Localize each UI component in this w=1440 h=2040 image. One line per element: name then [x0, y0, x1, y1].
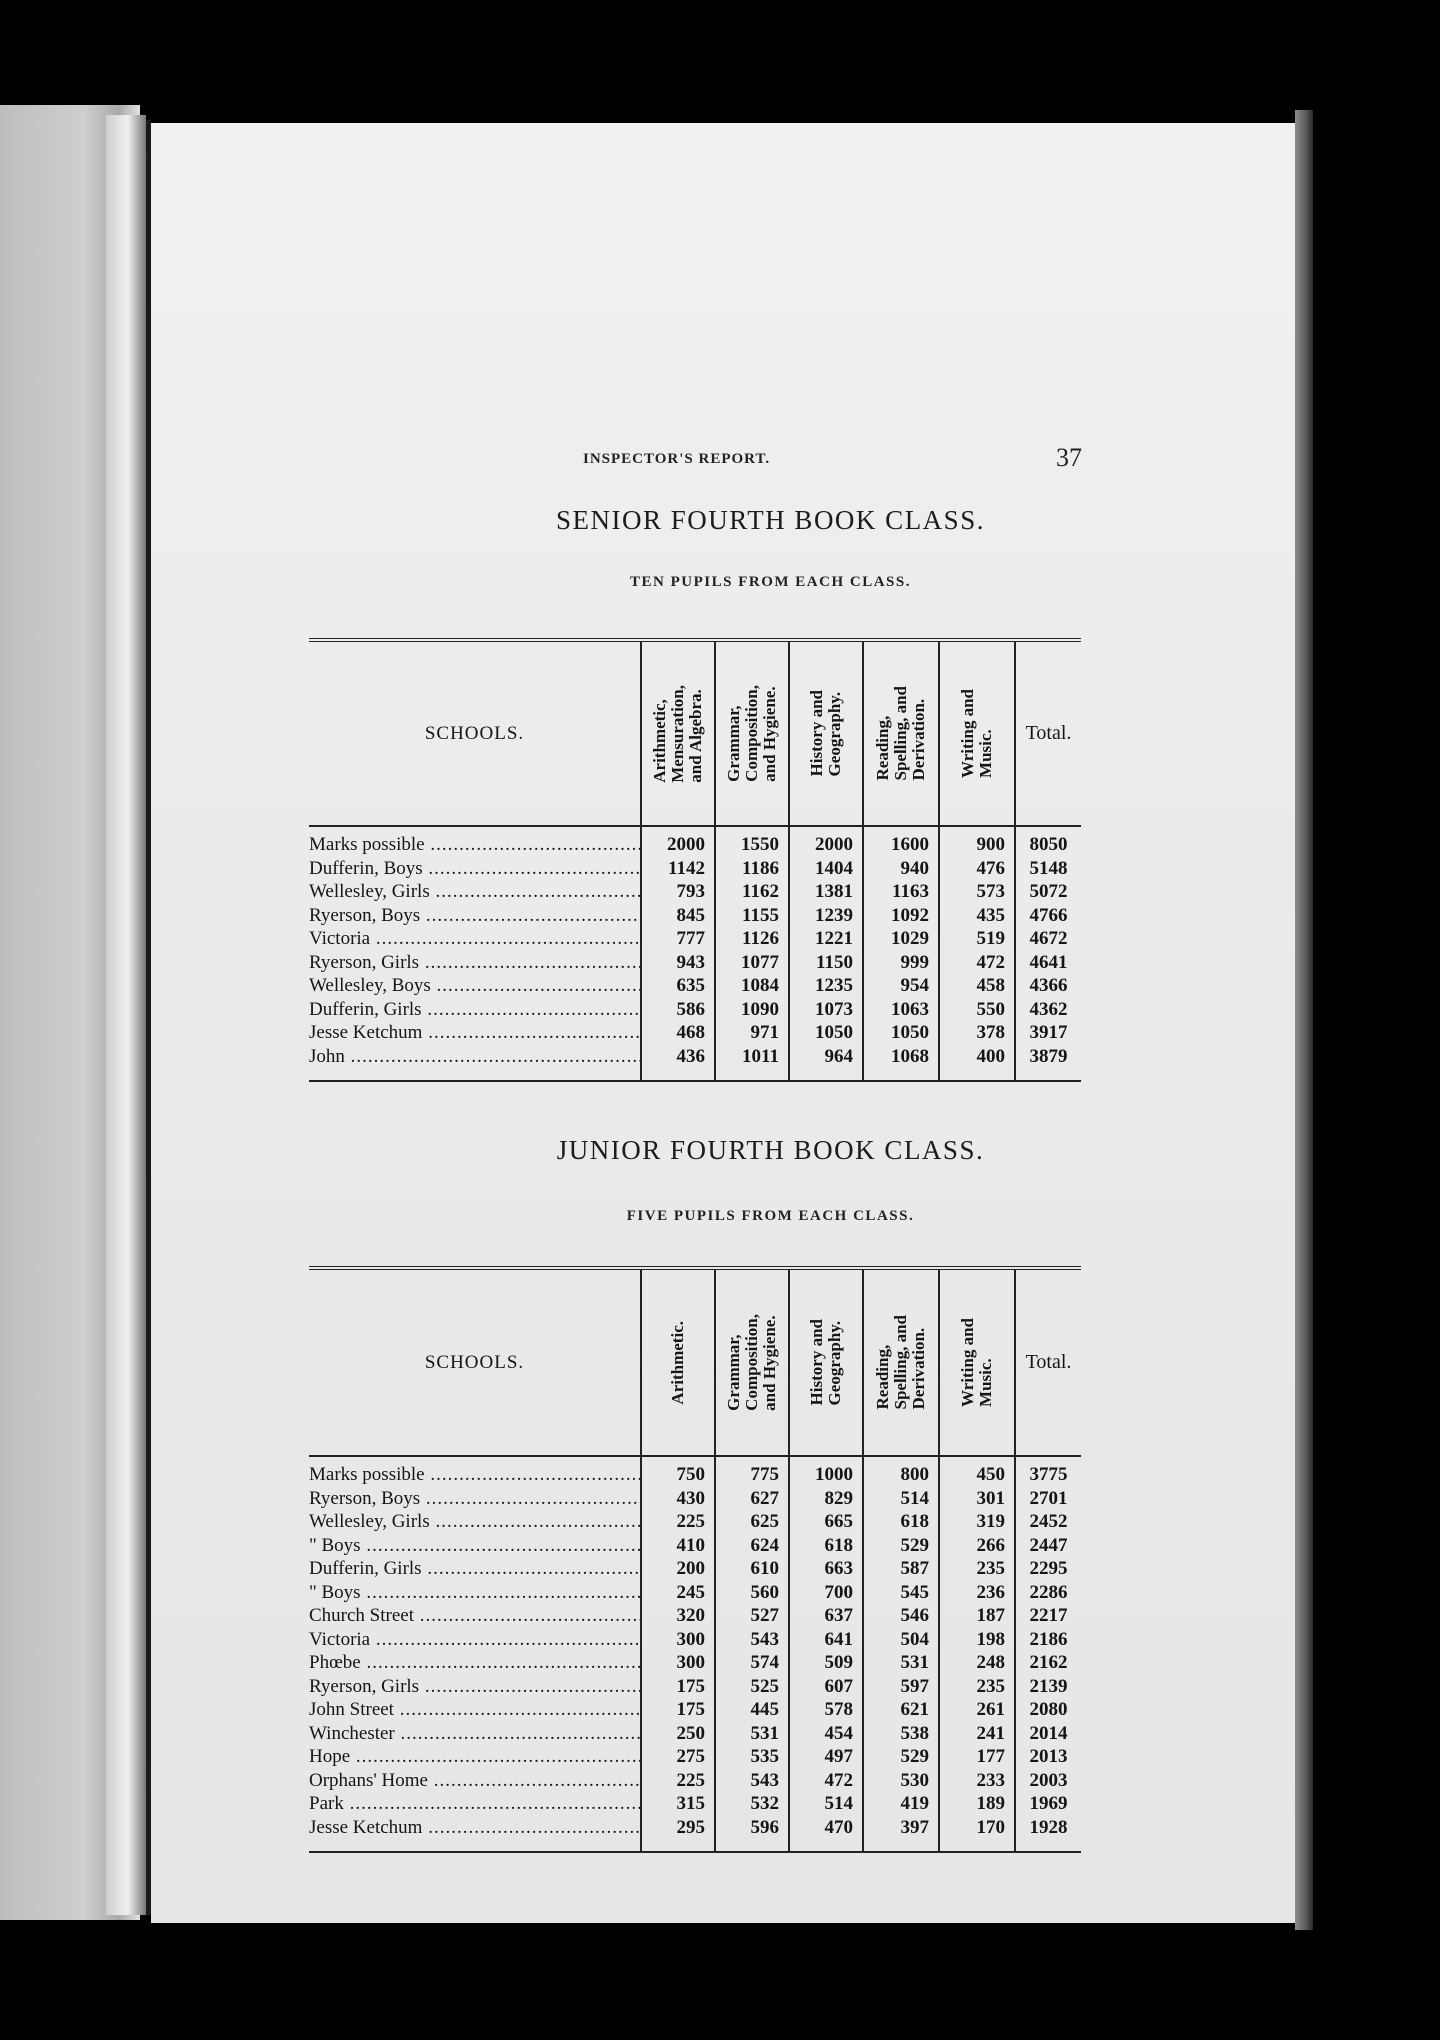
mark-cell: 538 [863, 1722, 939, 1746]
school-name: Marks possible ..... [309, 1456, 641, 1487]
page-number: 37 [1056, 443, 1082, 472]
mark-cell: 519 [939, 927, 1015, 951]
table-row [309, 1487, 1081, 1511]
mark-cell: 578 [789, 1698, 863, 1722]
table-row [309, 1604, 1081, 1628]
mark-cell: 900 [939, 826, 1015, 857]
total-cell: 1928 [1015, 1816, 1081, 1853]
subject-header: History and Geography. [789, 640, 863, 826]
facing-page-edge [106, 115, 146, 1915]
mark-cell: 535 [715, 1745, 789, 1769]
mark-cell: 1063 [863, 998, 939, 1022]
mark-cell: 1090 [715, 998, 789, 1022]
mark-cell: 1381 [789, 880, 863, 904]
total-cell: 2162 [1015, 1651, 1081, 1675]
table-row [309, 1651, 1081, 1675]
total-cell: 2080 [1015, 1698, 1081, 1722]
mark-cell: 397 [863, 1816, 939, 1853]
mark-cell: 1239 [789, 904, 863, 928]
mark-cell: 175 [641, 1675, 715, 1699]
school-name: Victoria ..... [309, 927, 641, 951]
table-row [309, 1045, 1081, 1082]
school-name: Dufferin, Girls ..... [309, 1557, 641, 1581]
mark-cell: 225 [641, 1769, 715, 1793]
mark-cell: 1077 [715, 951, 789, 975]
school-name: Ryerson, Girls ..... [309, 951, 641, 975]
mark-cell: 1550 [715, 826, 789, 857]
total-cell: 2186 [1015, 1628, 1081, 1652]
total-cell: 5148 [1015, 857, 1081, 881]
total-cell: 2013 [1015, 1745, 1081, 1769]
total-cell: 5072 [1015, 880, 1081, 904]
senior-marks-table [309, 638, 1081, 1082]
mark-cell: 1126 [715, 927, 789, 951]
mark-cell: 200 [641, 1557, 715, 1581]
mark-cell: 1011 [715, 1045, 789, 1082]
mark-cell: 627 [715, 1487, 789, 1511]
mark-cell: 504 [863, 1628, 939, 1652]
mark-cell: 509 [789, 1651, 863, 1675]
mark-cell: 275 [641, 1745, 715, 1769]
mark-cell: 543 [715, 1628, 789, 1652]
mark-cell: 663 [789, 1557, 863, 1581]
table-row [309, 974, 1081, 998]
mark-cell: 319 [939, 1510, 1015, 1534]
mark-cell: 458 [939, 974, 1015, 998]
mark-cell: 531 [715, 1722, 789, 1746]
school-name: Hope ..... [309, 1745, 641, 1769]
total-cell: 2217 [1015, 1604, 1081, 1628]
senior-title: SENIOR FOURTH BOOK CLASS. [556, 505, 985, 535]
table-row [309, 1557, 1081, 1581]
mark-cell: 1142 [641, 857, 715, 881]
mark-cell: 529 [863, 1745, 939, 1769]
mark-cell: 1084 [715, 974, 789, 998]
school-name: Church Street ..... [309, 1604, 641, 1628]
mark-cell: 546 [863, 1604, 939, 1628]
mark-cell: 545 [863, 1581, 939, 1605]
total-cell: 2003 [1015, 1769, 1081, 1793]
school-name: John Street ..... [309, 1698, 641, 1722]
total-header: Total. [1015, 640, 1081, 826]
school-name: Wellesley, Girls ..... [309, 880, 641, 904]
mark-cell: 430 [641, 1487, 715, 1511]
mark-cell: 964 [789, 1045, 863, 1082]
mark-cell: 999 [863, 951, 939, 975]
mark-cell: 940 [863, 857, 939, 881]
mark-cell: 845 [641, 904, 715, 928]
junior-title: JUNIOR FOURTH BOOK CLASS. [556, 1135, 985, 1165]
total-cell: 2295 [1015, 1557, 1081, 1581]
schools-header: SCHOOLS. [424, 1351, 525, 1373]
mark-cell: 450 [939, 1456, 1015, 1487]
mark-cell: 1186 [715, 857, 789, 881]
mark-cell: 1150 [789, 951, 863, 975]
school-name: Jesse Ketchum ..... [309, 1816, 641, 1853]
mark-cell: 454 [789, 1722, 863, 1746]
total-cell: 4766 [1015, 904, 1081, 928]
school-name: Ryerson, Boys ..... [309, 904, 641, 928]
mark-cell: 1155 [715, 904, 789, 928]
mark-cell: 573 [939, 880, 1015, 904]
senior-rows [309, 826, 1081, 1081]
total-cell: 2701 [1015, 1487, 1081, 1511]
mark-cell: 472 [789, 1769, 863, 1793]
mark-cell: 1073 [789, 998, 863, 1022]
subject-header: Arithmetic. [641, 1268, 715, 1456]
mark-cell: 300 [641, 1628, 715, 1652]
mark-cell: 618 [789, 1534, 863, 1558]
school-name: " Boys ..... [309, 1534, 641, 1558]
school-name: Phœbe ..... [309, 1651, 641, 1675]
total-cell: 4366 [1015, 974, 1081, 998]
mark-cell: 445 [715, 1698, 789, 1722]
mark-cell: 700 [789, 1581, 863, 1605]
table-row [309, 1769, 1081, 1793]
table-row [309, 904, 1081, 928]
junior-rows [309, 1456, 1081, 1852]
mark-cell: 187 [939, 1604, 1015, 1628]
school-name: Wellesley, Girls ..... [309, 1510, 641, 1534]
total-header: Total. [1015, 1268, 1081, 1456]
school-name: Marks possible ..... [309, 826, 641, 857]
mark-cell: 530 [863, 1769, 939, 1793]
mark-cell: 2000 [789, 826, 863, 857]
mark-cell: 241 [939, 1722, 1015, 1746]
mark-cell: 233 [939, 1769, 1015, 1793]
subject-header: Arithmetic, Mensuration, and Algebra. [641, 640, 715, 826]
mark-cell: 235 [939, 1675, 1015, 1699]
table-row [309, 951, 1081, 975]
mark-cell: 250 [641, 1722, 715, 1746]
mark-cell: 954 [863, 974, 939, 998]
total-cell: 3775 [1015, 1456, 1081, 1487]
mark-cell: 1000 [789, 1456, 863, 1487]
total-cell: 4362 [1015, 998, 1081, 1022]
total-cell: 2452 [1015, 1510, 1081, 1534]
table-row [309, 826, 1081, 857]
running-title: INSPECTOR'S REPORT. [583, 451, 771, 467]
mark-cell: 1029 [863, 927, 939, 951]
mark-cell: 665 [789, 1510, 863, 1534]
table-row [309, 1534, 1081, 1558]
mark-cell: 320 [641, 1604, 715, 1628]
mark-cell: 248 [939, 1651, 1015, 1675]
mark-cell: 775 [715, 1456, 789, 1487]
mark-cell: 472 [939, 951, 1015, 975]
subject-header: Reading, Spelling, and Derivation. [863, 640, 939, 826]
mark-cell: 1050 [789, 1021, 863, 1045]
mark-cell: 435 [939, 904, 1015, 928]
total-cell: 1969 [1015, 1792, 1081, 1816]
table-row [309, 1698, 1081, 1722]
total-cell: 2447 [1015, 1534, 1081, 1558]
mark-cell: 301 [939, 1487, 1015, 1511]
total-cell: 2139 [1015, 1675, 1081, 1699]
mark-cell: 607 [789, 1675, 863, 1699]
table-row [309, 1722, 1081, 1746]
total-cell: 2014 [1015, 1722, 1081, 1746]
report-page [151, 123, 1295, 1923]
senior-subtitle: TEN PUPILS FROM EACH CLASS. [630, 574, 911, 590]
junior-subtitle: FIVE PUPILS FROM EACH CLASS. [626, 1208, 915, 1224]
mark-cell: 618 [863, 1510, 939, 1534]
mark-cell: 419 [863, 1792, 939, 1816]
mark-cell: 1092 [863, 904, 939, 928]
mark-cell: 410 [641, 1534, 715, 1558]
mark-cell: 476 [939, 857, 1015, 881]
mark-cell: 400 [939, 1045, 1015, 1082]
mark-cell: 514 [789, 1792, 863, 1816]
total-cell: 3917 [1015, 1021, 1081, 1045]
table-row [309, 1675, 1081, 1699]
subject-header: History and Geography. [789, 1268, 863, 1456]
mark-cell: 315 [641, 1792, 715, 1816]
school-name: Jesse Ketchum ..... [309, 1021, 641, 1045]
total-cell: 4641 [1015, 951, 1081, 975]
mark-cell: 1404 [789, 857, 863, 881]
subject-header: Grammar, Composition, and Hygiene. [715, 640, 789, 826]
subject-header: Reading, Spelling, and Derivation. [863, 1268, 939, 1456]
mark-cell: 177 [939, 1745, 1015, 1769]
mark-cell: 574 [715, 1651, 789, 1675]
school-name: Ryerson, Boys ..... [309, 1487, 641, 1511]
mark-cell: 470 [789, 1816, 863, 1853]
mark-cell: 261 [939, 1698, 1015, 1722]
mark-cell: 596 [715, 1816, 789, 1853]
mark-cell: 624 [715, 1534, 789, 1558]
mark-cell: 300 [641, 1651, 715, 1675]
mark-cell: 1068 [863, 1045, 939, 1082]
mark-cell: 800 [863, 1456, 939, 1487]
mark-cell: 170 [939, 1816, 1015, 1853]
table-row [309, 1792, 1081, 1816]
school-name: Orphans' Home ..... [309, 1769, 641, 1793]
school-name: Dufferin, Boys ..... [309, 857, 641, 881]
table-row [309, 880, 1081, 904]
school-name: Victoria ..... [309, 1628, 641, 1652]
mark-cell: 1162 [715, 880, 789, 904]
mark-cell: 529 [863, 1534, 939, 1558]
school-name: Winchester ..... [309, 1722, 641, 1746]
mark-cell: 2000 [641, 826, 715, 857]
mark-cell: 829 [789, 1487, 863, 1511]
school-name: Wellesley, Boys ..... [309, 974, 641, 998]
mark-cell: 235 [939, 1557, 1015, 1581]
mark-cell: 175 [641, 1698, 715, 1722]
mark-cell: 1050 [863, 1021, 939, 1045]
school-name: " Boys ..... [309, 1581, 641, 1605]
mark-cell: 543 [715, 1769, 789, 1793]
table-row [309, 1628, 1081, 1652]
total-cell: 3879 [1015, 1045, 1081, 1082]
mark-cell: 295 [641, 1816, 715, 1853]
table-row [309, 1816, 1081, 1853]
mark-cell: 635 [641, 974, 715, 998]
mark-cell: 532 [715, 1792, 789, 1816]
mark-cell: 497 [789, 1745, 863, 1769]
mark-cell: 378 [939, 1021, 1015, 1045]
mark-cell: 625 [715, 1510, 789, 1534]
mark-cell: 621 [863, 1698, 939, 1722]
mark-cell: 198 [939, 1628, 1015, 1652]
mark-cell: 597 [863, 1675, 939, 1699]
table-row [309, 1581, 1081, 1605]
mark-cell: 468 [641, 1021, 715, 1045]
table-row [309, 1456, 1081, 1487]
mark-cell: 514 [863, 1487, 939, 1511]
school-name: Dufferin, Girls ..... [309, 998, 641, 1022]
junior-marks-table [309, 1266, 1081, 1853]
mark-cell: 971 [715, 1021, 789, 1045]
subject-header: Writing and Music. [939, 1268, 1015, 1456]
table-row [309, 1510, 1081, 1534]
page-edge [1295, 110, 1313, 1930]
mark-cell: 586 [641, 998, 715, 1022]
mark-cell: 560 [715, 1581, 789, 1605]
total-cell: 8050 [1015, 826, 1081, 857]
mark-cell: 1163 [863, 880, 939, 904]
mark-cell: 637 [789, 1604, 863, 1628]
mark-cell: 550 [939, 998, 1015, 1022]
mark-cell: 793 [641, 880, 715, 904]
mark-cell: 1221 [789, 927, 863, 951]
mark-cell: 236 [939, 1581, 1015, 1605]
mark-cell: 531 [863, 1651, 939, 1675]
mark-cell: 225 [641, 1510, 715, 1534]
total-cell: 4672 [1015, 927, 1081, 951]
mark-cell: 943 [641, 951, 715, 975]
mark-cell: 527 [715, 1604, 789, 1628]
mark-cell: 245 [641, 1581, 715, 1605]
mark-cell: 436 [641, 1045, 715, 1082]
schools-header: SCHOOLS. [424, 722, 525, 744]
mark-cell: 525 [715, 1675, 789, 1699]
table-row [309, 998, 1081, 1022]
table-row [309, 1745, 1081, 1769]
mark-cell: 777 [641, 927, 715, 951]
mark-cell: 610 [715, 1557, 789, 1581]
mark-cell: 587 [863, 1557, 939, 1581]
subject-header: Writing and Music. [939, 640, 1015, 826]
mark-cell: 1600 [863, 826, 939, 857]
total-cell: 2286 [1015, 1581, 1081, 1605]
table-row [309, 857, 1081, 881]
mark-cell: 189 [939, 1792, 1015, 1816]
table-row [309, 927, 1081, 951]
school-name: Ryerson, Girls ..... [309, 1675, 641, 1699]
mark-cell: 750 [641, 1456, 715, 1487]
subject-header: Grammar, Composition, and Hygiene. [715, 1268, 789, 1456]
school-name: Park ..... [309, 1792, 641, 1816]
mark-cell: 1235 [789, 974, 863, 998]
mark-cell: 641 [789, 1628, 863, 1652]
school-name: John ..... [309, 1045, 641, 1082]
mark-cell: 266 [939, 1534, 1015, 1558]
table-row [309, 1021, 1081, 1045]
